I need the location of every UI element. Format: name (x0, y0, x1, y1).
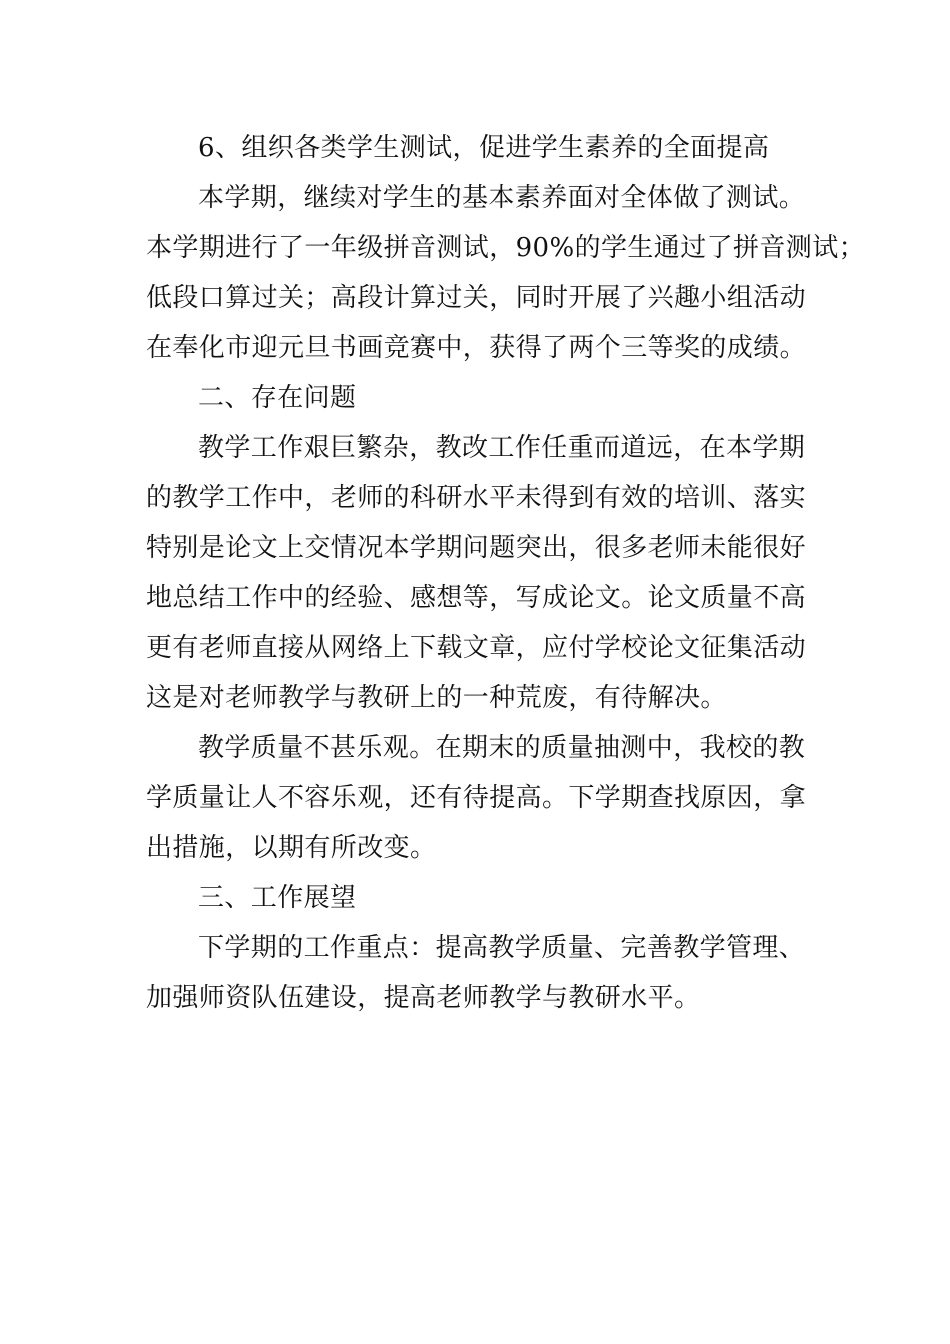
paragraph-line: 加强师资队伍建设，提高老师教学与教研水平。 (146, 983, 701, 1013)
paragraph-line: 地总结工作中的经验、感想等，写成论文。论文质量不高 (146, 583, 807, 613)
paragraph-line: 本学期，继续对学生的基本素养面对全体做了测试。 (198, 183, 806, 213)
paragraph-line: 这是对老师教学与教研上的一种荒废，有待解决。 (146, 683, 727, 713)
section-item-heading: 6、组织各类学生测试，促进学生素养的全面提高 (198, 133, 770, 163)
paragraph-line: 教学工作艰巨繁杂，教改工作任重而道远，在本学期 (198, 433, 806, 463)
paragraph-line: 的教学工作中，老师的科研水平未得到有效的培训、落实 (146, 483, 807, 513)
paragraph-line: 教学质量不甚乐观。在期末的质量抽测中，我校的教 (198, 733, 806, 763)
section-heading: 三、工作展望 (198, 883, 357, 913)
paragraph-line: 出措施，以期有所改变。 (146, 833, 437, 863)
section-heading: 二、存在问题 (198, 383, 357, 413)
paragraph-line: 本学期进行了一年级拼音测试，90%的学生通过了拼音测试； (146, 233, 865, 263)
paragraph-line: 更有老师直接从网络上下载文章，应付学校论文征集活动 (146, 633, 807, 663)
paragraph-line: 下学期的工作重点：提高教学质量、完善教学管理、 (198, 933, 806, 963)
paragraph-line: 低段口算过关；高段计算过关，同时开展了兴趣小组活动 (146, 283, 807, 313)
paragraph-line: 学质量让人不容乐观，还有待提高。下学期查找原因，拿 (146, 783, 807, 813)
paragraph-line: 特别是论文上交情况本学期问题突出，很多老师未能很好 (146, 533, 807, 563)
paragraph-line: 在奉化市迎元旦书画竞赛中，获得了两个三等奖的成绩。 (146, 333, 807, 363)
